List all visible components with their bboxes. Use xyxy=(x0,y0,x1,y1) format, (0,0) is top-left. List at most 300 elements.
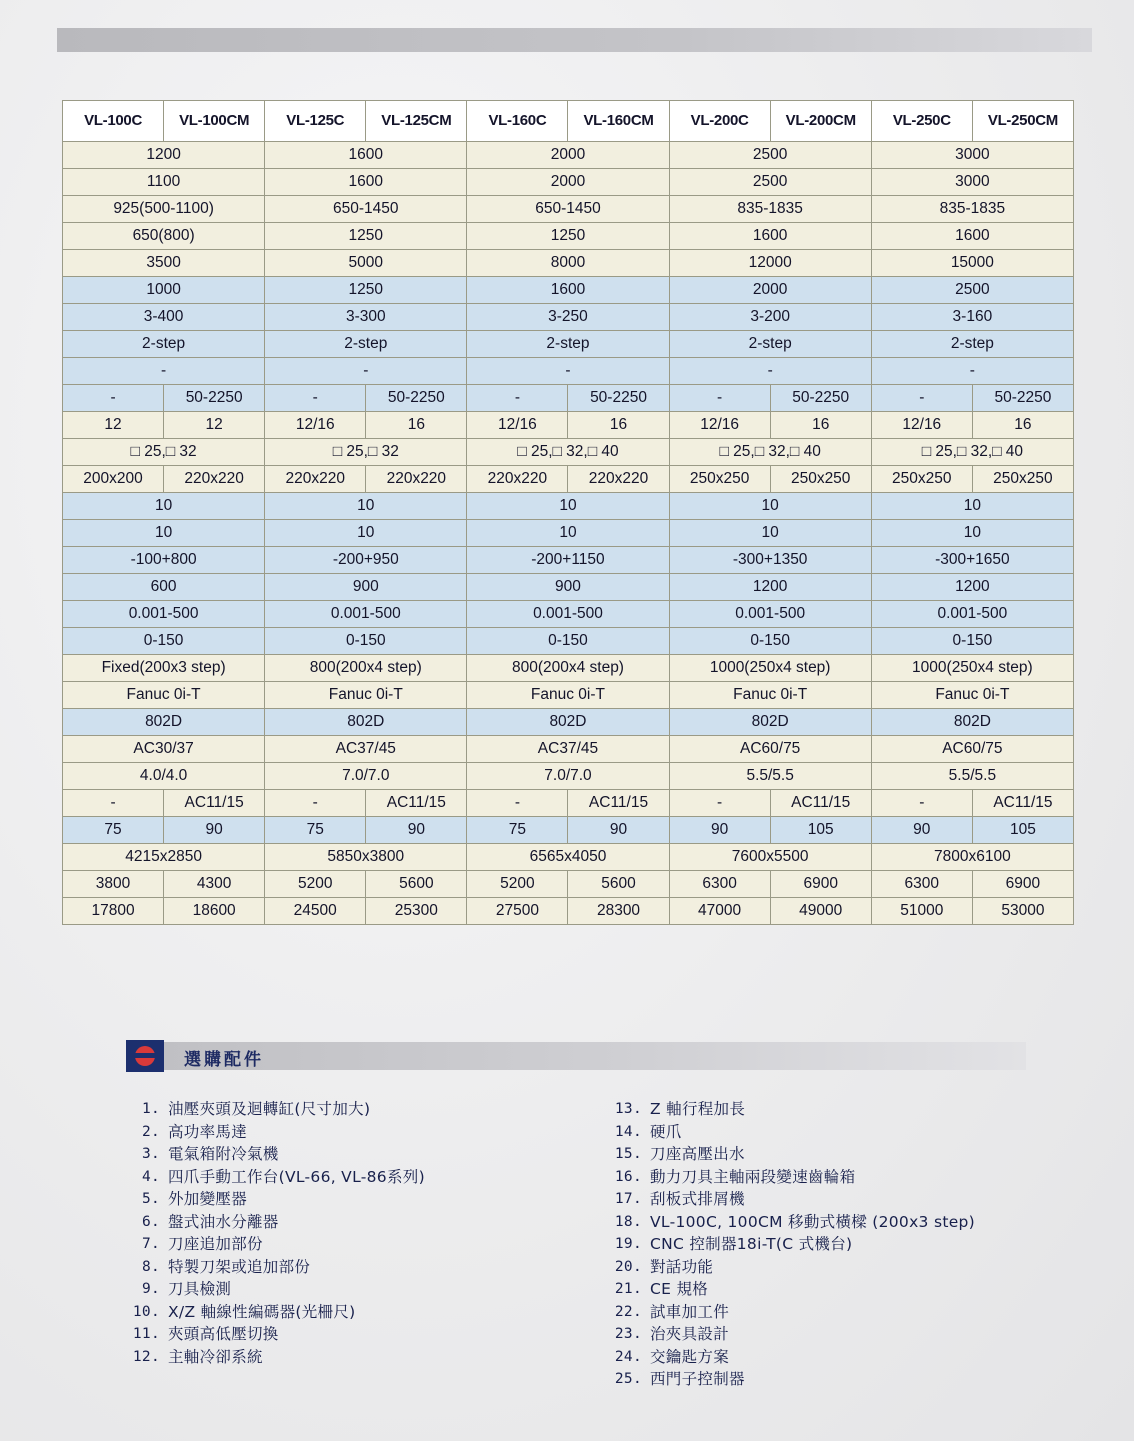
list-item-label: 夾頭高低壓切換 xyxy=(168,1325,279,1343)
list-item xyxy=(608,1166,1048,1189)
table-row xyxy=(63,439,1074,466)
table-cell: 7.0/7.0 xyxy=(265,763,467,790)
list-item-number: 16. xyxy=(614,1168,642,1185)
table-cell: 802D xyxy=(63,709,265,736)
table-cell: 51000 xyxy=(871,898,972,925)
options-column-left xyxy=(126,1098,566,1391)
table-cell: 1250 xyxy=(265,223,467,250)
table-cell: 10 xyxy=(63,520,265,547)
brand-logo-icon xyxy=(126,1040,164,1072)
table-cell: 1000(250x4 step) xyxy=(871,655,1073,682)
list-item-label: 油壓夾頭及迴轉缸(尺寸加大) xyxy=(168,1100,371,1118)
list-item-label: X/Z 軸線性編碼器(光柵尺) xyxy=(168,1302,356,1321)
list-item xyxy=(608,1121,1048,1144)
list-item xyxy=(126,1278,566,1301)
table-cell: - xyxy=(265,385,366,412)
list-item xyxy=(126,1256,566,1279)
table-cell: 800(200x4 step) xyxy=(467,655,669,682)
table-cell: AC37/45 xyxy=(467,736,669,763)
column-header-vl-125cm: VL-125CM xyxy=(366,101,467,142)
list-item-number: 4. xyxy=(141,1168,160,1185)
table-cell: 27500 xyxy=(467,898,568,925)
table-cell: - xyxy=(63,790,164,817)
table-cell: 0-150 xyxy=(63,628,265,655)
table-cell: 10 xyxy=(467,493,669,520)
list-item-number: 17. xyxy=(614,1191,642,1207)
table-cell: 75 xyxy=(467,817,568,844)
column-header-vl-160c: VL-160C xyxy=(467,101,568,142)
optional-accessories-header xyxy=(126,1042,1026,1070)
list-item-label: 盤式油水分離器 xyxy=(168,1212,279,1231)
table-cell: 50-2250 xyxy=(972,385,1073,412)
list-item xyxy=(126,1166,566,1189)
table-cell: 4300 xyxy=(164,871,265,898)
table-cell: 1000(250x4 step) xyxy=(669,655,871,682)
list-item xyxy=(126,1121,566,1144)
table-cell: 5600 xyxy=(568,871,669,898)
table-cell: 17800 xyxy=(63,898,164,925)
table-row xyxy=(63,358,1074,385)
table-cell: 220x220 xyxy=(568,466,669,493)
table-cell: 7.0/7.0 xyxy=(467,763,669,790)
list-item-number: 8. xyxy=(141,1258,160,1275)
list-item-number: 10. xyxy=(132,1303,160,1320)
table-cell: 3800 xyxy=(63,871,164,898)
list-item-label: 對話功能 xyxy=(650,1257,714,1276)
table-cell: 2000 xyxy=(467,169,669,196)
table-cell: 1600 xyxy=(265,142,467,169)
table-cell: AC11/15 xyxy=(972,790,1073,817)
optional-accessories-lists xyxy=(126,1098,1066,1391)
list-item xyxy=(608,1233,1048,1256)
list-item-number: 12. xyxy=(132,1348,160,1365)
table-row xyxy=(63,736,1074,763)
table-cell: 12000 xyxy=(669,250,871,277)
table-cell: 250x250 xyxy=(871,466,972,493)
table-cell: 10 xyxy=(265,493,467,520)
options-column-right xyxy=(608,1098,1048,1391)
table-cell: 5.5/5.5 xyxy=(871,763,1073,790)
table-cell: AC11/15 xyxy=(164,790,265,817)
table-header-row xyxy=(63,101,1074,142)
list-item xyxy=(608,1368,1048,1391)
table-cell: 1250 xyxy=(467,223,669,250)
table-cell: 2000 xyxy=(669,277,871,304)
table-cell: -100+800 xyxy=(63,547,265,574)
list-item-label: 特製刀架或追加部份 xyxy=(168,1257,311,1276)
table-cell: 1250 xyxy=(265,277,467,304)
table-cell: 50-2250 xyxy=(770,385,871,412)
table-row xyxy=(63,493,1074,520)
table-cell: 802D xyxy=(265,709,467,736)
list-item-label: CE 規格 xyxy=(650,1280,709,1298)
table-cell: 2-step xyxy=(467,331,669,358)
table-cell: Fanuc 0i-T xyxy=(63,682,265,709)
table-cell: 15000 xyxy=(871,250,1073,277)
table-cell: 7800x6100 xyxy=(871,844,1073,871)
table-row xyxy=(63,223,1074,250)
table-cell: - xyxy=(871,385,972,412)
list-item-label: Z 軸行程加長 xyxy=(650,1100,746,1118)
table-cell: 0-150 xyxy=(669,628,871,655)
table-cell: - xyxy=(669,385,770,412)
table-cell: 3-200 xyxy=(669,304,871,331)
table-cell: 1200 xyxy=(871,574,1073,601)
table-cell: 200x200 xyxy=(63,466,164,493)
table-cell: 12 xyxy=(63,412,164,439)
table-cell: 2-step xyxy=(871,331,1073,358)
table-row xyxy=(63,520,1074,547)
list-item xyxy=(126,1188,566,1211)
list-item xyxy=(126,1301,566,1324)
table-cell: 25300 xyxy=(366,898,467,925)
table-cell: 3-160 xyxy=(871,304,1073,331)
table-cell: 0.001-500 xyxy=(871,601,1073,628)
table-cell: 600 xyxy=(63,574,265,601)
table-cell: 0-150 xyxy=(467,628,669,655)
list-item-number: 21. xyxy=(614,1281,642,1297)
table-cell: 5.5/5.5 xyxy=(669,763,871,790)
table-cell: 10 xyxy=(265,520,467,547)
table-cell: 10 xyxy=(871,493,1073,520)
table-cell: - xyxy=(265,358,467,385)
table-row xyxy=(63,682,1074,709)
table-row xyxy=(63,250,1074,277)
table-cell: -300+1350 xyxy=(669,547,871,574)
table-cell: 835-1835 xyxy=(669,196,871,223)
table-cell: - xyxy=(871,358,1073,385)
table-cell: 220x220 xyxy=(265,466,366,493)
list-item xyxy=(608,1188,1048,1211)
table-cell: 3500 xyxy=(63,250,265,277)
table-cell: 3000 xyxy=(871,142,1073,169)
table-cell: 800(200x4 step) xyxy=(265,655,467,682)
table-cell: 3000 xyxy=(871,169,1073,196)
list-item-number: 22. xyxy=(614,1303,642,1320)
list-item-label: 硬爪 xyxy=(650,1122,682,1141)
table-cell: 10 xyxy=(871,520,1073,547)
table-cell: - xyxy=(467,790,568,817)
table-cell: 10 xyxy=(467,520,669,547)
list-item-number: 23. xyxy=(614,1326,642,1342)
table-cell: 6300 xyxy=(669,871,770,898)
list-item-label: 高功率馬達 xyxy=(168,1122,248,1141)
list-item-number: 9. xyxy=(141,1281,160,1297)
table-cell: 3-400 xyxy=(63,304,265,331)
table-cell: 28300 xyxy=(568,898,669,925)
table-cell: 5000 xyxy=(265,250,467,277)
table-cell: - xyxy=(63,358,265,385)
table-cell: 18600 xyxy=(164,898,265,925)
list-item-label: 治夾具設計 xyxy=(650,1325,730,1343)
table-cell: 50-2250 xyxy=(164,385,265,412)
column-header-vl-200c: VL-200C xyxy=(669,101,770,142)
table-cell: 0.001-500 xyxy=(467,601,669,628)
table-row xyxy=(63,628,1074,655)
table-cell: - xyxy=(669,790,770,817)
column-header-vl-200cm: VL-200CM xyxy=(770,101,871,142)
table-cell: 50-2250 xyxy=(366,385,467,412)
table-cell: 2-step xyxy=(265,331,467,358)
table-cell: - xyxy=(871,790,972,817)
list-item xyxy=(126,1098,566,1121)
table-cell: 0-150 xyxy=(265,628,467,655)
list-item-label: 交鑰匙方案 xyxy=(650,1347,730,1366)
table-cell: 90 xyxy=(669,817,770,844)
table-cell: 3-250 xyxy=(467,304,669,331)
list-item-number: 19. xyxy=(614,1236,642,1252)
list-item xyxy=(608,1278,1048,1301)
specification-table-container xyxy=(62,100,1074,925)
table-row xyxy=(63,898,1074,925)
list-item-number: 24. xyxy=(614,1348,642,1365)
table-cell: 12/16 xyxy=(871,412,972,439)
table-cell: 2-step xyxy=(63,331,265,358)
list-item-label: 動力刀具主軸兩段變速齒輪箱 xyxy=(650,1167,856,1186)
list-item xyxy=(608,1143,1048,1166)
table-cell: 1600 xyxy=(669,223,871,250)
table-cell: 8000 xyxy=(467,250,669,277)
table-cell: 105 xyxy=(770,817,871,844)
table-cell: AC11/15 xyxy=(770,790,871,817)
column-header-vl-100cm: VL-100CM xyxy=(164,101,265,142)
table-cell: - xyxy=(669,358,871,385)
table-cell: □ 25,□ 32,□ 40 xyxy=(871,439,1073,466)
table-row xyxy=(63,466,1074,493)
table-cell: 6300 xyxy=(871,871,972,898)
table-cell: 90 xyxy=(568,817,669,844)
list-item-number: 20. xyxy=(614,1258,642,1275)
table-row xyxy=(63,142,1074,169)
table-cell: 900 xyxy=(467,574,669,601)
table-cell: 75 xyxy=(63,817,164,844)
table-cell: - xyxy=(467,358,669,385)
table-cell: 2500 xyxy=(669,169,871,196)
table-cell: □ 25,□ 32 xyxy=(265,439,467,466)
list-item xyxy=(608,1256,1048,1279)
table-cell: 4215x2850 xyxy=(63,844,265,871)
table-cell: AC11/15 xyxy=(366,790,467,817)
table-cell: 3-300 xyxy=(265,304,467,331)
list-item xyxy=(126,1233,566,1256)
table-cell: 2500 xyxy=(669,142,871,169)
table-cell: 105 xyxy=(972,817,1073,844)
table-cell: 12/16 xyxy=(467,412,568,439)
list-item xyxy=(608,1098,1048,1121)
list-item xyxy=(126,1143,566,1166)
table-cell: 1600 xyxy=(871,223,1073,250)
table-cell: 16 xyxy=(972,412,1073,439)
list-item-label: 刀座高壓出水 xyxy=(650,1145,745,1163)
table-cell: 90 xyxy=(871,817,972,844)
table-row xyxy=(63,277,1074,304)
list-item-number: 18. xyxy=(614,1213,642,1230)
table-cell: -200+1150 xyxy=(467,547,669,574)
table-cell: 6900 xyxy=(972,871,1073,898)
table-cell: 16 xyxy=(568,412,669,439)
table-row xyxy=(63,169,1074,196)
list-item xyxy=(126,1211,566,1234)
table-cell: -300+1650 xyxy=(871,547,1073,574)
list-item xyxy=(126,1323,566,1346)
list-item-label: CNC 控制器18i-T(C 式機台) xyxy=(650,1235,853,1253)
column-header-vl-250cm: VL-250CM xyxy=(972,101,1073,142)
list-item-label: VL-100C, 100CM 移動式橫樑 (200x3 step) xyxy=(650,1212,976,1231)
list-item xyxy=(608,1323,1048,1346)
list-item-label: 四爪手動工作台(VL-66, VL-86系列) xyxy=(168,1167,425,1186)
table-row xyxy=(63,385,1074,412)
list-item-number: 2. xyxy=(141,1123,160,1140)
list-item-number: 1. xyxy=(141,1101,160,1117)
column-header-vl-160cm: VL-160CM xyxy=(568,101,669,142)
table-cell: Fanuc 0i-T xyxy=(669,682,871,709)
table-cell: 5850x3800 xyxy=(265,844,467,871)
table-cell: 90 xyxy=(366,817,467,844)
table-cell: 1600 xyxy=(467,277,669,304)
table-cell: 802D xyxy=(467,709,669,736)
table-cell: 650-1450 xyxy=(467,196,669,223)
list-item-label: 刮板式排屑機 xyxy=(650,1190,745,1208)
table-cell: 650(800) xyxy=(63,223,265,250)
table-cell: - xyxy=(63,385,164,412)
table-cell: 2000 xyxy=(467,142,669,169)
list-item xyxy=(126,1346,566,1369)
table-cell: 220x220 xyxy=(366,466,467,493)
table-cell: 7600x5500 xyxy=(669,844,871,871)
table-row xyxy=(63,817,1074,844)
table-cell: Fanuc 0i-T xyxy=(467,682,669,709)
table-cell: 1600 xyxy=(265,169,467,196)
table-row xyxy=(63,196,1074,223)
table-cell: 5600 xyxy=(366,871,467,898)
table-cell: AC11/15 xyxy=(568,790,669,817)
list-item-label: 刀具檢測 xyxy=(168,1280,232,1298)
list-item-label: 西門子控制器 xyxy=(650,1370,745,1388)
table-cell: Fixed(200x3 step) xyxy=(63,655,265,682)
table-row xyxy=(63,844,1074,871)
table-cell: Fanuc 0i-T xyxy=(871,682,1073,709)
table-row xyxy=(63,304,1074,331)
table-cell: 925(500-1100) xyxy=(63,196,265,223)
table-cell: 16 xyxy=(770,412,871,439)
list-item-number: 3. xyxy=(141,1146,160,1162)
table-cell: Fanuc 0i-T xyxy=(265,682,467,709)
table-cell: 1100 xyxy=(63,169,265,196)
table-cell: AC30/37 xyxy=(63,736,265,763)
table-row xyxy=(63,871,1074,898)
table-cell: 50-2250 xyxy=(568,385,669,412)
table-cell: 250x250 xyxy=(770,466,871,493)
table-cell: 1200 xyxy=(669,574,871,601)
table-cell: - xyxy=(467,385,568,412)
table-cell: 220x220 xyxy=(467,466,568,493)
table-cell: AC60/75 xyxy=(871,736,1073,763)
table-cell: 2500 xyxy=(871,277,1073,304)
list-item xyxy=(608,1346,1048,1369)
table-cell: 4.0/4.0 xyxy=(63,763,265,790)
table-row xyxy=(63,574,1074,601)
table-cell: □ 25,□ 32 xyxy=(63,439,265,466)
table-cell: AC60/75 xyxy=(669,736,871,763)
table-cell: 24500 xyxy=(265,898,366,925)
list-item-number: 13. xyxy=(614,1101,642,1117)
table-cell: 1000 xyxy=(63,277,265,304)
table-row xyxy=(63,655,1074,682)
column-header-vl-250c: VL-250C xyxy=(871,101,972,142)
list-item xyxy=(608,1301,1048,1324)
specification-table xyxy=(62,100,1074,925)
table-cell: 0-150 xyxy=(871,628,1073,655)
table-cell: 0.001-500 xyxy=(63,601,265,628)
table-cell: -200+950 xyxy=(265,547,467,574)
table-cell: □ 25,□ 32,□ 40 xyxy=(467,439,669,466)
table-row xyxy=(63,601,1074,628)
table-cell: 53000 xyxy=(972,898,1073,925)
list-item-label: 試車加工件 xyxy=(650,1302,730,1321)
table-row xyxy=(63,547,1074,574)
table-cell: □ 25,□ 32,□ 40 xyxy=(669,439,871,466)
top-decoration-bar xyxy=(57,28,1092,52)
table-cell: 10 xyxy=(63,493,265,520)
table-row xyxy=(63,412,1074,439)
table-cell: 250x250 xyxy=(972,466,1073,493)
table-cell: 802D xyxy=(871,709,1073,736)
table-cell: 47000 xyxy=(669,898,770,925)
column-header-vl-125c: VL-125C xyxy=(265,101,366,142)
column-header-vl-100c: VL-100C xyxy=(63,101,164,142)
table-cell: 12/16 xyxy=(669,412,770,439)
table-cell: 900 xyxy=(265,574,467,601)
table-cell: 220x220 xyxy=(164,466,265,493)
table-cell: 650-1450 xyxy=(265,196,467,223)
list-item-number: 11. xyxy=(132,1326,160,1342)
table-body xyxy=(63,142,1074,925)
table-cell: 5200 xyxy=(265,871,366,898)
options-title: 選購配件 xyxy=(184,1050,264,1070)
list-item-number: 14. xyxy=(614,1123,642,1140)
list-item-label: 主軸冷卻系統 xyxy=(168,1347,263,1366)
table-cell: 5200 xyxy=(467,871,568,898)
list-item-number: 6. xyxy=(141,1213,160,1230)
list-item-number: 7. xyxy=(141,1236,160,1252)
table-cell: AC37/45 xyxy=(265,736,467,763)
table-cell: 0.001-500 xyxy=(265,601,467,628)
table-cell: 1200 xyxy=(63,142,265,169)
table-cell: 0.001-500 xyxy=(669,601,871,628)
list-item-label: 電氣箱附冷氣機 xyxy=(168,1145,279,1163)
table-row xyxy=(63,763,1074,790)
table-cell: 16 xyxy=(366,412,467,439)
table-cell: 6565x4050 xyxy=(467,844,669,871)
list-item-number: 15. xyxy=(614,1146,642,1162)
list-item-number: 25. xyxy=(614,1371,642,1387)
table-cell: 2-step xyxy=(669,331,871,358)
table-cell: 10 xyxy=(669,520,871,547)
table-cell: 75 xyxy=(265,817,366,844)
table-row xyxy=(63,709,1074,736)
table-cell: 12/16 xyxy=(265,412,366,439)
table-cell: - xyxy=(265,790,366,817)
list-item-label: 外加變壓器 xyxy=(168,1190,248,1208)
table-row xyxy=(63,331,1074,358)
table-cell: 10 xyxy=(669,493,871,520)
table-cell: 49000 xyxy=(770,898,871,925)
list-item-label: 刀座追加部份 xyxy=(168,1235,263,1253)
table-cell: 835-1835 xyxy=(871,196,1073,223)
table-cell: 250x250 xyxy=(669,466,770,493)
table-row xyxy=(63,790,1074,817)
table-cell: 6900 xyxy=(770,871,871,898)
